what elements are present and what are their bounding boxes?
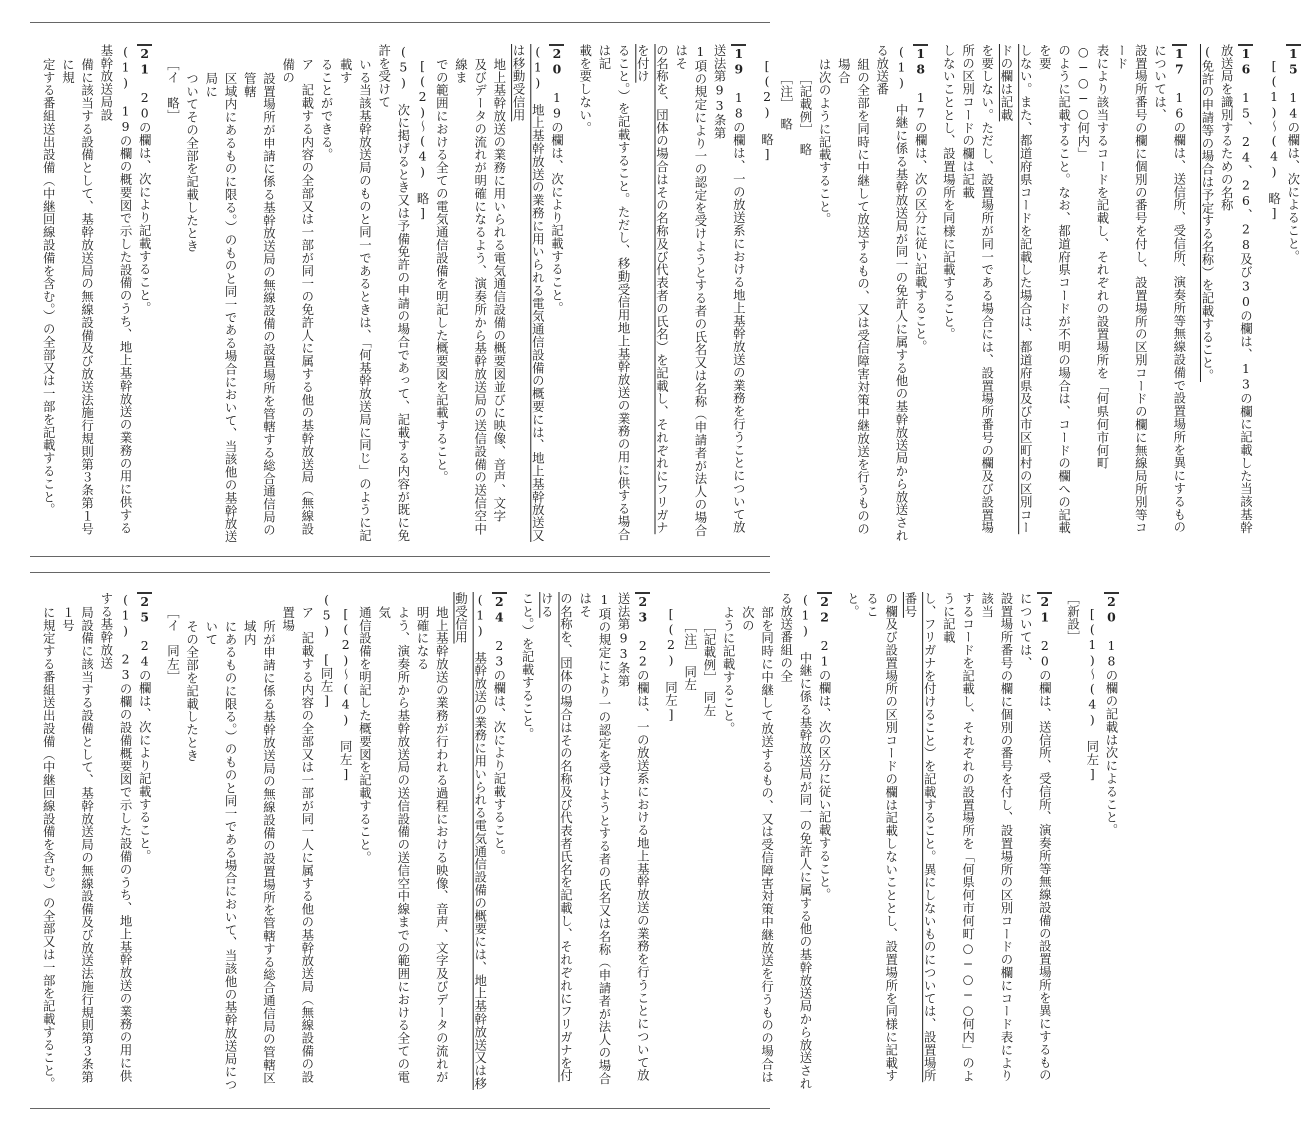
top-text — [30, 44, 1303, 544]
bottom-rule — [30, 1108, 770, 1109]
clause-number: 22 — [817, 594, 833, 625]
clause-number: 24 — [491, 594, 507, 625]
bottom-text — [30, 592, 1121, 1092]
clause-20-new: 20 18の欄の記載は次によること。 [(1)〜(4) 同左] ［新設］ — [1065, 592, 1119, 837]
clause-16: 16 15、24、26、28及び30の欄は、13の欄に記載した当該基幹放送局を識別するための名称 (免許の申請等の場合は予定する名称）を記載すること。 — [1199, 44, 1254, 534]
clause-number: 17 — [1171, 46, 1187, 77]
clause-number: 21 — [137, 46, 153, 77]
clause-22-new: 22 21の欄は、次の区分に従い記載すること。 (1) 中継に係る基幹放送局が同一の免許人に属する他の基幹放送局から放送される放送番組の全 部を同時に中継して放送するもの、又は受信障害対策中継放送を行うものの場合は次の ように記載すること。 ［記載例］ 同左 ［注］ 同左 [(2) 同左] — [663, 592, 833, 1090]
middle-rule-lower — [30, 572, 770, 573]
clause-15: 15 14の欄は、次によること。 [(1)〜(4) 略] — [1266, 46, 1301, 263]
top-rule — [30, 22, 770, 23]
clause-21-new: 21 20の欄は、送信所、受信所、演奏所等無線設備の設置場所を異にするものについては、 設置場所番号の欄に個別の番号を付し、設置場所の区別コードの欄にコード表により該当 するコードを記載し、それぞれの設置場所を「何県何市何町○−○−○何内」のように記載 し、フリガナを付けること）を記載すること。異にしないものについては、設置場所番号 の欄及び設置場所の区別コードの欄は記載しないこととし、設置場所を同様に記載するこ と。 — [845, 592, 1053, 1083]
clause-number: 23 — [635, 594, 651, 625]
clause-23-new: 23 22の欄は、一の放送系における地上基幹放送の業務を行うことについて放送法第93条第 1項の規定により一の認定を受けようとする者の氏名又は名称（申請者が法人の場合はそ の名称を、団体の場合はその名称及び代表者氏名を記載し、それぞれにフリガナを付ける こと。）を記載すること。 — [520, 592, 651, 1085]
clause-21: 21 20の欄は、次により記載すること。 (1) 19の欄の概要図で示した設備のうち、地上基幹放送の業務の用に供する基幹放送局設 備に該当する設備として、基幹放送局の無線設備及び放送法施行規則第３条第１号に規 定する番組送出設備（中継回線設備を含む。）の全部又は一部を記載すること。 — [41, 44, 153, 536]
clause-number: 25 — [137, 594, 153, 625]
middle-rule-upper — [30, 556, 770, 557]
clause-24-new: 24 23の欄は、次により記載すること。 (1) 基幹放送の業務に用いられる電気通信設備の概要には、地上基幹放送又は移動受信用 地上基幹放送の業務が行われる過程における映像、音声、文字及びデータの流れが明確になる よう、演奏所から基幹放送局の送信設備の送信空中線までの範囲における全ての電気 通信設備を明記した概要図を記載すること。 [(2)〜(4) 同左] (5) [同左] ア 記載する内容の全部又は一部が同一人に属する他の基幹放送局（無線設備の設置場 所が申請に係る基幹放送局の無線設備の設置場所を管轄する総合通信局の管轄区域内 にあるものに限る。）のものと同一である場合において、当該他の基幹放送局について その全部を記載したとき ［イ 同左］ — [165, 592, 507, 1092]
bottom-section — [30, 592, 1119, 1092]
clause-number: 16 — [1238, 46, 1254, 77]
clause-18: 18 17の欄は、次の区分に従い記載すること。 (1) 中継に係る基幹放送局が同一の免許人に属する他の基幹放送局から放送される放送番 組の全部を同時に中継して放送するもの、又は受信障害対策中継放送を行うものの場合 は次のように記載すること。 ［記載例］ 略 ［注］ 略 [(2) 略] — [759, 44, 929, 542]
clause-17: 17 16の欄は、送信所、受信所、演奏所等無線設備で設置場所を異にするものについては、 設置場所番号の欄に個別の番号を付し、設置場所の区別コードの欄に無線局所別等コード 表により該当するコードを記載し、それぞれの設置場所を「何県何市何町○−○−○何内」 のように記載すること。なお、都道府県コードが不明の場合は、コードの欄への記載を要 しない。また、都道府県コードを記載した場合は、都道府県及び市区町村の区別コードの欄は記載 を要しない。ただし、設置場所が同一である場合には、設置場所番号の欄及び設置場所の区別コードの欄は記載 しないこととし、設置場所を同様に記載すること。 — [941, 44, 1187, 535]
clause-number: 20 — [1103, 594, 1119, 625]
clause-number: 20 — [549, 46, 565, 77]
clause-number: 18 — [913, 46, 929, 77]
clause-number: 15 — [1285, 46, 1301, 77]
clause-number: 19 — [731, 46, 747, 77]
clause-20: 20 19の欄は、次により記載すること。 (1) 地上基幹放送の業務に用いられる電気通信設備の概要には、地上基幹放送又は移動受信用 地上基幹放送の業務に用いられる電気通信設備の概要図並びに映像、音声、文字 及びデータの流れが明確になるよう、演奏所から基幹放送局の送信設備の送信空中線ま での範囲における全ての電気通信設備を明記した概要図を記載すること。 [(2)〜(4) 略] (5) 次に掲げるとき又は予備免許の申請の場合であって、記載する内容が既に免許を受けて いる当該基幹放送局のものと同一であるときは、「何基幹放送局に同じ」のように記載す ることができる。 ア 記載する内容の全部又は一部が同一の免許人に属する他の基幹放送局（無線設備の 設置場所が申請に係る基幹放送局の無線設備の設置場所を管轄する総合通信局の管轄 区域内にあるものに限る。）のものと同一である場合において、当該他の基幹放送局に ついてその全部を記載したとき ［イ 略］ — [165, 44, 565, 544]
top-section — [30, 44, 1301, 544]
clause-25-new: 25 24の欄は、次により記載すること。 (1) 23の欄の設備概要図で示した設備のうち、地上基幹放送の業務の用に供する基幹放送 局設備に該当する設備として、基幹放送局の無線設備及び放送法施行規則第３条第１号 に規定する番組送出設備（中継回線設備を含む。）の全部又は一部を記載すること。 — [41, 592, 153, 1090]
clause-19: 19 18の欄は、一の放送系における地上基幹放送の業務を行うことについて放送法第93条第 1項の規定により一の認定を受けようとする者の氏名又は名称（申請者が法人の場合はそ の名称を、団体の場合はその名称及び代表者の氏名）を記載し、それぞれにフリガナを付け ること。）を記載すること。ただし、移動受信用地上基幹放送の業務の用に供する場合は記 載を要しない。 — [577, 44, 747, 541]
clause-number: 21 — [1037, 594, 1053, 625]
